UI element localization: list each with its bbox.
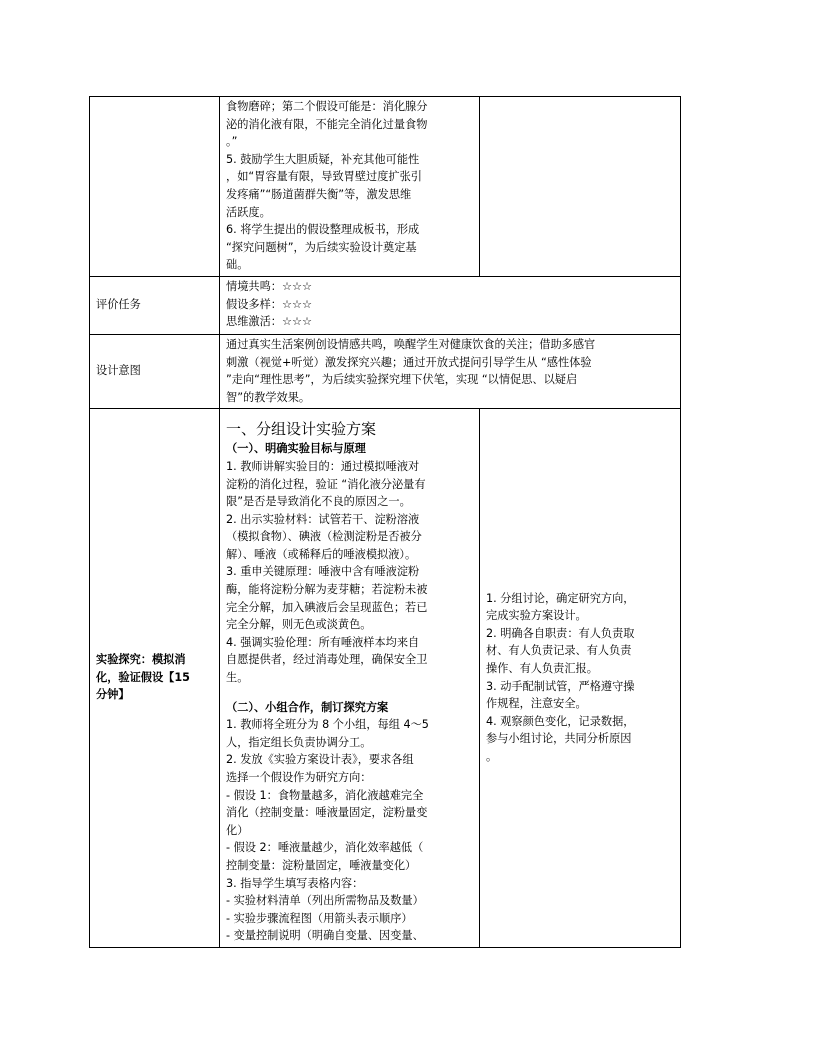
experiment-label: 实验探究：模拟消 [96, 653, 186, 667]
text-line: 人，指定组长负责协调分工。 [226, 735, 372, 749]
text-line: 。 [486, 750, 498, 763]
design-label: 设计意图 [96, 364, 141, 378]
text-line: 3. 指导学生填写表格内容： [226, 876, 364, 890]
text-line: 4. 观察颜色变化，记录数据， [486, 714, 635, 728]
design-label-cell [90, 334, 220, 408]
evaluation-item: 假设多样：☆☆☆ [226, 297, 313, 311]
text-line: 自愿提供者，经过消毒处理，确保安全卫 [226, 653, 428, 667]
text-line: - 实验材料清单（列出所需物品及数量） [226, 894, 424, 908]
student-activity-cell [480, 409, 681, 948]
table-row [90, 409, 681, 948]
text-line: 完全分解，加入碘液后会呈现蓝色；若已 [226, 600, 428, 614]
text-line: 3. 重申关键原理：唾液中含有唾液淀粉 [226, 565, 420, 579]
text-line: “探究问题树”，为后续实验设计奠定基 [226, 240, 417, 254]
text-line: 参与小组讨论，共同分析原因 [486, 732, 632, 746]
text-line: 解）、唾液（或稀释后的唾液模拟液）。 [226, 547, 417, 561]
text-line: 5. 鼓励学生大胆质疑，补充其他可能性 [226, 152, 420, 166]
evaluation-label: 评价任务 [96, 298, 141, 312]
text-line: 选择一个假设作为研究方向： [226, 771, 372, 784]
text-line: （模拟食物）、碘液（检测淀粉是否被分 [226, 530, 422, 544]
experiment-content-cell [220, 409, 480, 948]
text-line: ，如“胃容量有限，导致胃壁过度扩张引 [226, 170, 422, 184]
text-line: 生。 [226, 671, 249, 685]
text-line: 控制变量：淀粉量固定，唾液量变化） [226, 858, 417, 872]
text-line: 发疼痛”“肠道菌群失衡”等，激发思维 [226, 187, 412, 201]
text-line: 限”是否是导致消化不良的原因之一。 [226, 495, 411, 509]
table-row [90, 276, 681, 334]
row1-content-cell [220, 97, 480, 277]
experiment-label: 化，验证假设【15 [96, 670, 190, 684]
text-line: 完全分解，则无色或淡黄色。 [226, 618, 372, 632]
subsection-heading: （一）、明确实验目标与原理 [226, 442, 366, 456]
text-line: 淀粉的消化过程，验证 “消化液分泌量有 [226, 477, 426, 491]
text-line: 6. 将学生提出的假设整理成板书，形成 [226, 223, 420, 237]
text-line: 2. 明确各自职责：有人负责取 [486, 626, 635, 640]
evaluation-label-cell [90, 276, 220, 334]
text-line: 4. 强调实验伦理：所有唾液样本均来自 [226, 635, 420, 649]
text-line: 3. 动手配制试管，严格遵守操 [486, 679, 635, 693]
text-line: 消化（控制变量：唾液量固定，淀粉量变 [226, 806, 428, 820]
text-line: 2. 发放《实验方案设计表》，要求各组 [226, 753, 414, 767]
experiment-label-cell [90, 409, 220, 948]
text-line: 活跃度。 [226, 205, 271, 219]
table-row [90, 97, 681, 277]
experiment-label: 分钟】 [96, 688, 130, 702]
lesson-plan-table [89, 96, 681, 948]
text-line: 刺激（视觉+听觉）激发探究兴趣；通过开放式提问引导学生从 “感性体验 [226, 355, 592, 369]
text-line: 础。 [226, 258, 249, 272]
text-line: 。” [226, 135, 238, 149]
text-line: 通过真实生活案例创设情感共鸣，唤醒学生对健康饮食的关注；借助多感官 [226, 337, 596, 351]
evaluation-content-cell [220, 276, 681, 334]
text-line: 完成实验方案设计。 [486, 609, 587, 623]
evaluation-item: 情境共鸣：☆☆☆ [226, 279, 313, 293]
text-line: - 变量控制说明（明确自变量、因变量、 [226, 929, 424, 943]
evaluation-item: 思维激活：☆☆☆ [226, 315, 313, 329]
design-content-cell [220, 334, 681, 408]
text-line: 2. 出示实验材料：试管若干、淀粉溶液 [226, 512, 420, 526]
text-line: 作规程，注意安全。 [486, 697, 587, 711]
text-line: 1. 教师将全班分为 8 个小组，每组 4～5 [226, 718, 429, 732]
text-line: - 实验步骤流程图（用箭头表示顺序） [226, 911, 413, 925]
text-line: ”走向“理性思考”，为后续实验探究埋下伏笔，实现 “以情促思、以疑启 [226, 373, 578, 387]
subsection-heading: （二）、小组合作，制订探究方案 [226, 700, 389, 714]
text-line: - 假设 1：食物量越多，消化液越难完全 [226, 788, 424, 802]
text-line: 化） [226, 823, 249, 837]
text-line: 酶，能将淀粉分解为麦芽糖；若淀粉未被 [226, 583, 428, 597]
text-line: 智”的教学效果。 [226, 390, 311, 404]
text-line: 1. 分组讨论，确定研究方向， [486, 591, 635, 605]
row1-label-cell [90, 97, 220, 277]
text-line: 操作、有人负责汇报。 [486, 662, 598, 676]
text-line: 泌的消化液有限，不能完全消化过量食物 [226, 117, 428, 131]
text-line: 食物磨碎；第二个假设可能是：消化腺分 [226, 100, 428, 113]
text-line: 1. 教师讲解实验目的：通过模拟唾液对 [226, 459, 420, 473]
table-row [90, 334, 681, 408]
row1-student-cell [480, 97, 681, 277]
section-heading: 一、分组设计实验方案 [226, 420, 377, 439]
text-line: - 假设 2：唾液量越少，消化效率越低（ [226, 841, 424, 855]
text-line: 材、有人负责记录、有人负责 [486, 644, 632, 658]
spacer [226, 687, 473, 699]
